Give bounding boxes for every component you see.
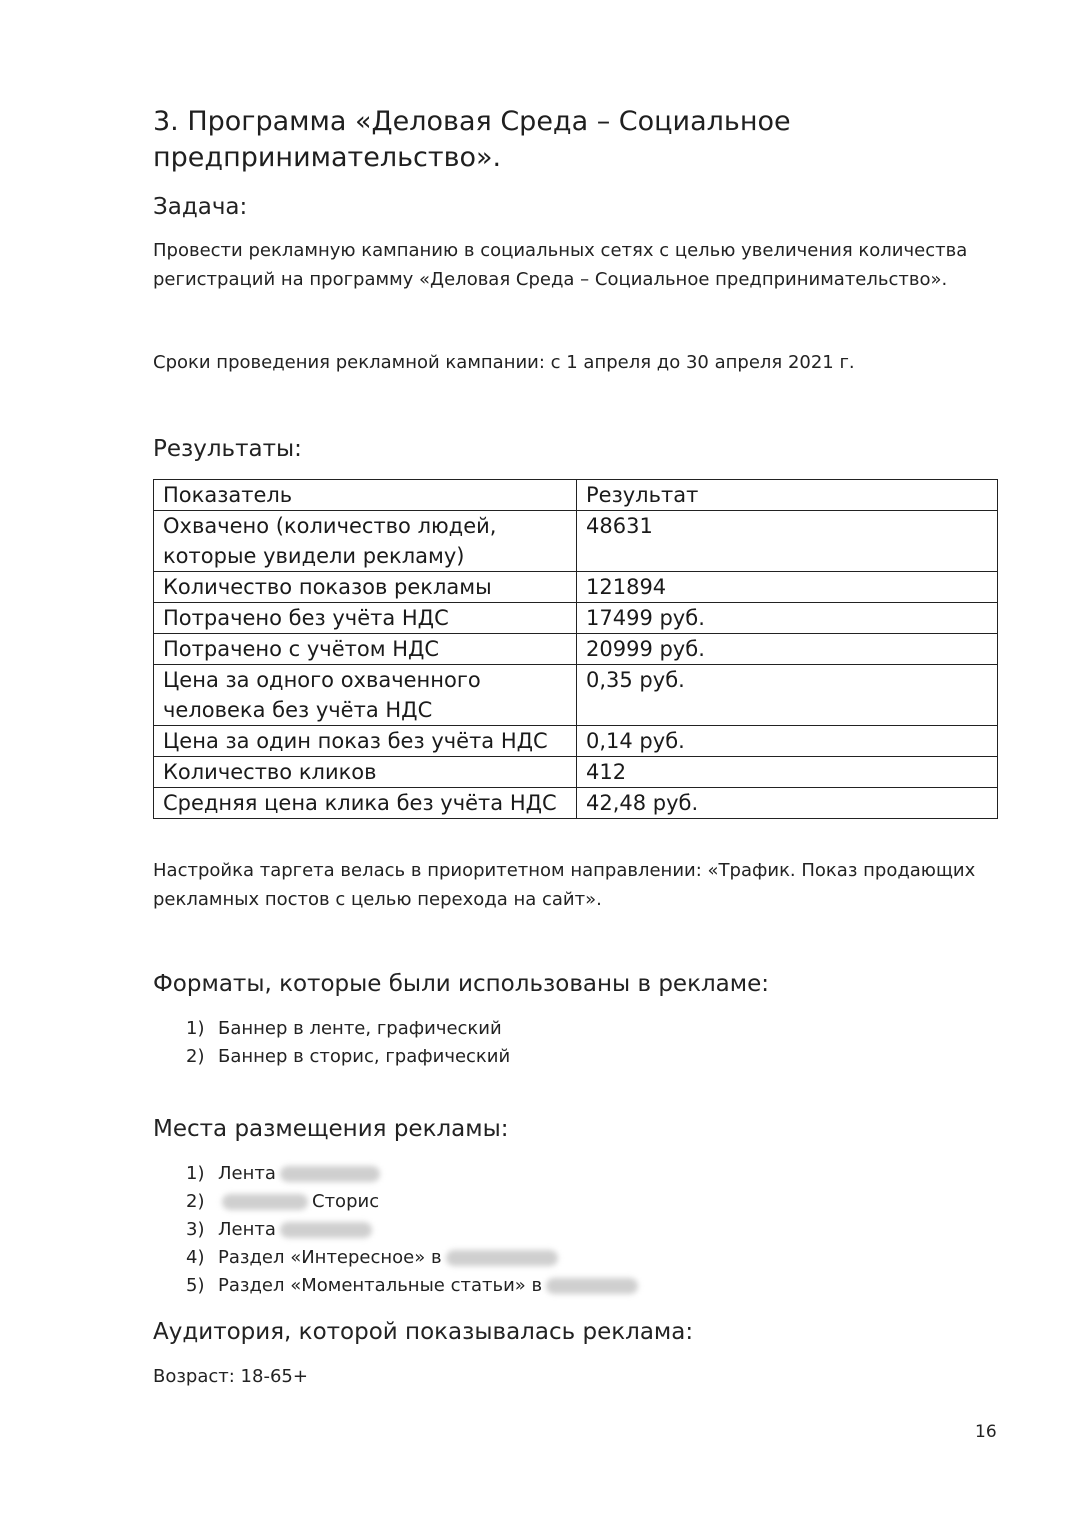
list-item (186, 1216, 642, 1244)
table-row (154, 572, 998, 603)
table-row (154, 788, 998, 819)
metric-cell: Потрачено с учётом НДС (154, 634, 577, 665)
list-text-before: Раздел «Моментальные статьи» в (218, 1275, 543, 1296)
section-title: 3. Программа «Деловая Среда – Социальное предпринимательство». (153, 106, 791, 173)
value-cell: 20999 руб. (577, 634, 998, 665)
audience-age: Возраст: 18-65+ (153, 1366, 308, 1387)
list-text-before: Лента (218, 1219, 276, 1240)
metric-cell: Средняя цена клика без учёта НДС (154, 788, 577, 819)
table-row (154, 665, 998, 726)
redacted-word (280, 1222, 372, 1238)
task-text: Провести рекламную кампанию в социальных сетях с целью увеличения количества регистраций на программу «Деловая Среда – Социальное предпринимательство». (153, 240, 968, 290)
table-header-cell: Результат (577, 480, 998, 511)
value-cell: 0,35 руб. (577, 665, 998, 726)
list-text (218, 1272, 642, 1300)
list-item (186, 1188, 642, 1216)
list-number: 2) (186, 1191, 205, 1212)
table-row (154, 634, 998, 665)
metric-cell: Количество показов рекламы (154, 572, 577, 603)
metric-cell: Охвачено (количество людей, которые увидели рекламу) (154, 511, 577, 572)
list-number: 1) (186, 1018, 205, 1039)
page-number: 16 (975, 1422, 997, 1442)
list-item (186, 1244, 642, 1272)
table-row (154, 603, 998, 634)
list-item (186, 1272, 642, 1300)
list-number: 2) (186, 1046, 205, 1067)
list-number: 1) (186, 1163, 205, 1184)
list-number: 5) (186, 1275, 205, 1296)
results-table (153, 479, 998, 819)
audience-heading: Аудитория, которой показывалась реклама: (153, 1319, 694, 1345)
value-cell: 121894 (577, 572, 998, 603)
campaign-dates: Сроки проведения рекламной кампании: с 1 апреля до 30 апреля 2021 г. (153, 352, 855, 373)
list-text: Баннер в ленте, графический (218, 1018, 502, 1039)
redacted-word (546, 1278, 638, 1294)
value-cell: 42,48 руб. (577, 788, 998, 819)
list-text-after: Сторис (312, 1191, 380, 1212)
table-header-cell: Показатель (154, 480, 577, 511)
formats-heading: Форматы, которые были использованы в рекламе: (153, 971, 770, 997)
list-number: 4) (186, 1247, 205, 1268)
results-heading: Результаты: (153, 436, 302, 462)
value-cell: 0,14 руб. (577, 726, 998, 757)
redacted-word (280, 1166, 380, 1182)
targeting-text: Настройка таргета велась в приоритетном направлении: «Трафик. Показ продающих рекламных постов с целью перехода на сайт». (153, 860, 976, 910)
table-row (154, 726, 998, 757)
metric-cell: Потрачено без учёта НДС (154, 603, 577, 634)
table-row (154, 511, 998, 572)
formats-list (186, 1015, 510, 1071)
list-text-before: Лента (218, 1163, 276, 1184)
list-text-before: Раздел «Интересное» в (218, 1247, 442, 1268)
task-heading: Задача: (153, 194, 248, 220)
list-number: 3) (186, 1219, 205, 1240)
table-row (154, 757, 998, 788)
table-header-row (154, 480, 998, 511)
value-cell: 412 (577, 757, 998, 788)
redacted-word (446, 1250, 558, 1266)
list-text (218, 1216, 376, 1244)
list-item (186, 1160, 642, 1188)
placements-list (186, 1160, 642, 1300)
list-text: Баннер в сторис, графический (218, 1046, 511, 1067)
list-text (218, 1188, 379, 1216)
list-text (218, 1244, 562, 1272)
metric-cell: Цена за одного охваченного человека без учёта НДС (154, 665, 577, 726)
list-item (186, 1015, 510, 1043)
value-cell: 48631 (577, 511, 998, 572)
redacted-word (222, 1194, 308, 1210)
metric-cell: Количество кликов (154, 757, 577, 788)
list-item (186, 1043, 510, 1071)
list-text (218, 1160, 384, 1188)
metric-cell: Цена за один показ без учёта НДС (154, 726, 577, 757)
placements-heading: Места размещения рекламы: (153, 1116, 509, 1142)
value-cell: 17499 руб. (577, 603, 998, 634)
